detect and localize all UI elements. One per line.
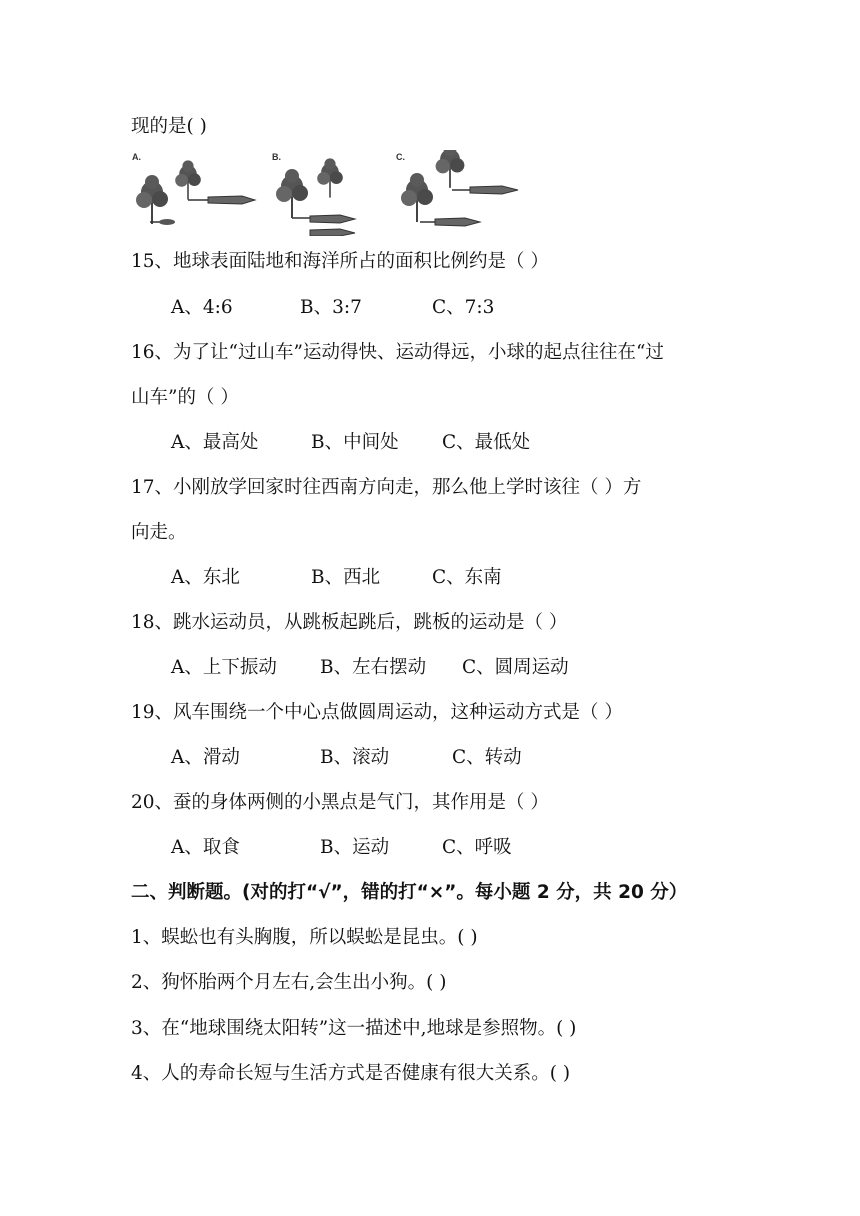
question-15: 15、地球表面陆地和海洋所占的面积比例约是（ ） (131, 251, 549, 272)
question-20: 20、蚕的身体两侧的小黑点是气门，其作用是（ ） (131, 792, 549, 813)
question-16-line1: 16、为了让“过山车”运动得快、运动得远，小球的起点往往在“过 (131, 342, 664, 363)
q19-option-b: B、滚动 (320, 747, 390, 768)
question-17-line2: 向走。 (131, 522, 187, 543)
q15-option-c: C、7:3 (432, 297, 495, 318)
q19-option-c: C、转动 (452, 747, 522, 768)
q18-option-b: B、左右摆动 (320, 657, 427, 678)
figure-b (272, 152, 355, 236)
figure-c (396, 150, 518, 226)
q16-option-a: A、最高处 (171, 432, 259, 453)
section-2-title: 二、判断题。(对的打“√”，错的打“×”。每小题 2 分，共 20 分） (131, 882, 688, 903)
q16-option-c: C、最低处 (442, 432, 531, 453)
q20-option-a: A、取食 (171, 837, 240, 858)
judge-item-4: 4、人的寿命长短与生活方式是否健康有很大关系。( ) (131, 1063, 571, 1084)
q16-option-b: B、中间处 (311, 432, 399, 453)
judge-item-3: 3、在“地球围绕太阳转”这一描述中,地球是参照物。( ) (131, 1018, 577, 1039)
figure-a (132, 152, 255, 225)
q15-option-a: A、4:6 (171, 297, 233, 318)
question-14-figures (130, 150, 530, 236)
question-17-line1: 17、小刚放学回家时往西南方向走，那么他上学时该往（ ）方 (131, 477, 642, 498)
question-16-line2: 山车”的（ ） (131, 387, 239, 408)
q15-option-b: B、3:7 (300, 297, 362, 318)
q18-option-a: A、上下振动 (171, 657, 277, 678)
q17-option-c: C、东南 (432, 567, 502, 588)
question-18: 18、跳水运动员，从跳板起跳后，跳板的运动是（ ） (131, 612, 568, 633)
judge-item-2: 2、狗怀胎两个月左右,会生出小狗。( ) (131, 972, 447, 993)
question-19: 19、风车围绕一个中心点做圆周运动，这种运动方式是（ ） (131, 702, 623, 723)
q20-option-b: B、运动 (320, 837, 390, 858)
figure-label-c: C. (396, 152, 405, 162)
q17-option-b: B、西北 (311, 567, 381, 588)
question-14-tail: 现的是( ) (131, 116, 207, 137)
figure-label-a: A. (132, 152, 141, 162)
figure-label-b: B. (272, 152, 281, 162)
q20-option-c: C、呼吸 (442, 837, 512, 858)
q17-option-a: A、东北 (171, 567, 240, 588)
judge-item-1: 1、蜈蚣也有头胸腹，所以蜈蚣是昆虫。( ) (131, 927, 478, 948)
q18-option-c: C、圆周运动 (462, 657, 569, 678)
q19-option-a: A、滑动 (171, 747, 240, 768)
